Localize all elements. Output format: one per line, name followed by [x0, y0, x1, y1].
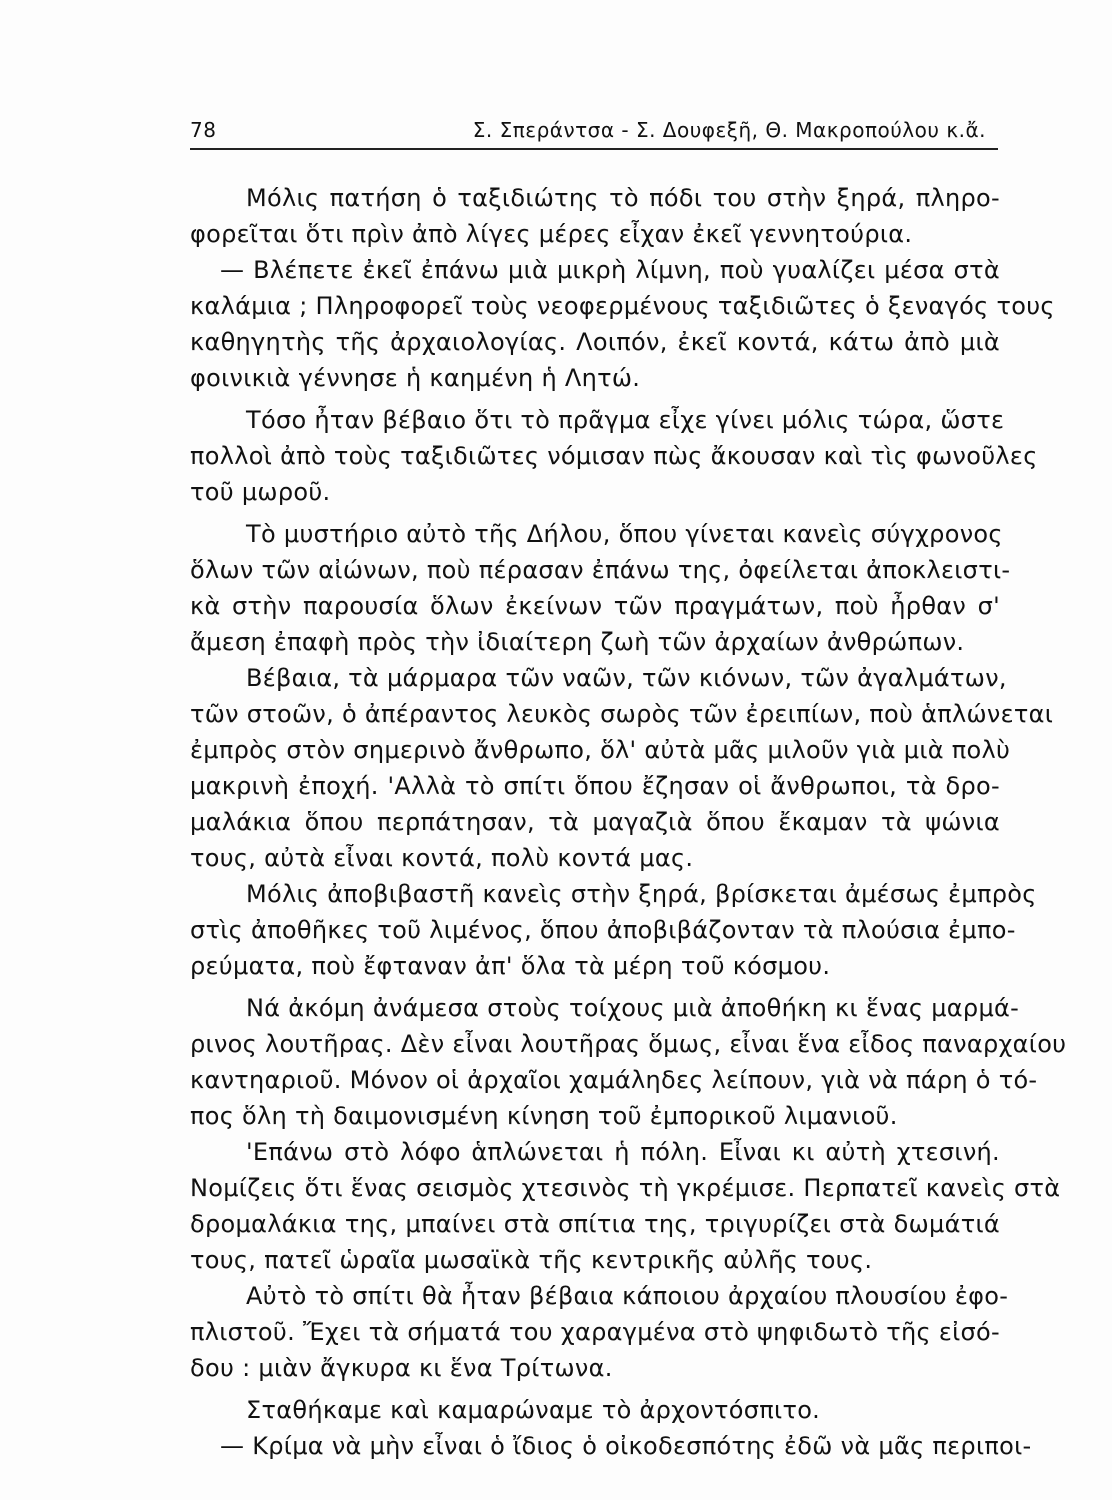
- text-line: καντηαριοῦ. Μόνον οἱ ἀρχαῖοι χαμάληδες λείπουν, γιὰ νὰ πάρη ὁ τό-: [190, 1066, 1038, 1094]
- text-line: Αὐτὸ τὸ σπίτι θὰ ἦταν βέβαια κάποιου ἀρχαίου πλουσίου ἐφο-: [246, 1282, 1009, 1310]
- text-line: τοῦ μωροῦ.: [190, 478, 331, 506]
- text-line: Νά ἀκόμη ἀνάμεσα στοὺς τοίχους μιὰ ἀποθήκη κι ἕνας μαρμά-: [246, 994, 1020, 1022]
- page-number: 78: [190, 118, 217, 142]
- text-line: Νομίζεις ὅτι ἕνας σεισμὸς χτεσινὸς τὴ γκρέμισε. Περπατεῖ κανεὶς στὰ: [190, 1174, 1061, 1202]
- text-line: στὶς ἀποθῆκες τοῦ λιμένος, ὅπου ἀποβιβάζονταν τὰ πλούσια ἐμπο-: [190, 916, 1016, 944]
- body-text: [190, 180, 1067, 1464]
- text-line: φορεῖται ὅτι πρὶν ἀπὸ λίγες μέρες εἶχαν ἐκεῖ γεννητούρια.: [190, 220, 913, 248]
- text-line: Μόλις πατήση ὁ ταξιδιώτης τὸ πόδι του στὴν ξηρά, πληρο-: [246, 184, 1000, 212]
- text-line: καλάμια ; Πληροφορεῖ τοὺς νεοφερμένους ταξιδιῶτες ὁ ξεναγός τους: [190, 292, 1055, 320]
- text-line: — Βλέπετε ἐκεῖ ἐπάνω μιὰ μικρὴ λίμνη, ποὺ γυαλίζει μέσα στὰ: [220, 256, 1000, 284]
- text-line: τους, αὐτὰ εἶναι κοντά, πολὺ κοντά μας.: [190, 844, 694, 872]
- header-rule: [190, 148, 998, 150]
- text-line: ἐμπρὸς στὸν σημερινὸ ἄνθρωπο, ὅλ' αὐτὰ μᾶς μιλοῦν γιὰ μιὰ πολὺ: [190, 736, 1011, 764]
- text-line: δου : μιὰν ἄγκυρα κι ἕνα Τρίτωνα.: [190, 1354, 613, 1382]
- text-line: πος ὅλη τὴ δαιμονισμένη κίνηση τοῦ ἐμπορικοῦ λιμανιοῦ.: [190, 1102, 898, 1130]
- text-line: — Κρίμα νὰ μὴν εἶναι ὁ ἴδιος ὁ οἰκοδεσπότης ἐδῶ νὰ μᾶς περιποι-: [220, 1432, 1032, 1460]
- page-header: [190, 118, 1000, 148]
- text-line: πολλοὶ ἀπὸ τοὺς ταξιδιῶτες νόμισαν πὼς ἄκουσαν καὶ τὶς φωνοῦλες: [190, 442, 1038, 470]
- text-line: ρεύματα, ποὺ ἔφταναν ἀπ' ὅλα τὰ μέρη τοῦ κόσμου.: [190, 952, 831, 980]
- text-line: κὰ στὴν παρουσία ὅλων ἐκείνων τῶν πραγμάτων, ποὺ ἦρθαν σ': [190, 592, 1000, 620]
- text-line: ὅλων τῶν αἰώνων, ποὺ πέρασαν ἐπάνω της, ὀφείλεται ἀποκλειστι-: [190, 556, 1011, 584]
- text-line: μακρινὴ ἐποχή. 'Αλλὰ τὸ σπίτι ὅπου ἔζησαν οἱ ἄνθρωποι, τὰ δρο-: [190, 772, 1000, 800]
- text-line: Τόσο ἦταν βέβαιο ὅτι τὸ πρᾶγμα εἶχε γίνει μόλις τώρα, ὥστε: [246, 406, 1005, 434]
- text-line: καθηγητὴς τῆς ἀρχαιολογίας. Λοιπόν, ἐκεῖ κοντά, κάτω ἀπὸ μιὰ: [190, 328, 1000, 356]
- text-line: 'Επάνω στὸ λόφο ἁπλώνεται ἡ πόλη. Εἶναι κι αὐτὴ χτεσινή.: [246, 1138, 1000, 1166]
- text-line: δρομαλάκια της, μπαίνει στὰ σπίτια της, τριγυρίζει στὰ δωμάτιά: [190, 1210, 1000, 1238]
- text-line: Βέβαια, τὰ μάρμαρα τῶν ναῶν, τῶν κιόνων, τῶν ἀγαλμάτων,: [246, 664, 1007, 692]
- text-line: Μόλις ἀποβιβαστῆ κανεὶς στὴν ξηρά, βρίσκεται ἀμέσως ἐμπρὸς: [246, 880, 1037, 908]
- text-line: Σταθήκαμε καὶ καμαρώναμε τὸ ἀρχοντόσπιτο.: [246, 1396, 821, 1424]
- text-line: μαλάκια ὅπου περπάτησαν, τὰ μαγαζιὰ ὅπου ἔκαμαν τὰ ψώνια: [190, 808, 1000, 836]
- text-line: φοινικιὰ γέννησε ἡ καημένη ἡ Λητώ.: [190, 364, 641, 392]
- text-line: τους, πατεῖ ὡραῖα μωσαϊκὰ τῆς κεντρικῆς αὐλῆς τους.: [190, 1246, 873, 1274]
- text-line: Τὸ μυστήριο αὐτὸ τῆς Δήλου, ὅπου γίνεται κανεὶς σύγχρονος: [246, 520, 1003, 548]
- text-line: πλιστοῦ. Ἔχει τὰ σήματά του χαραγμένα στὸ ψηφιδωτὸ τῆς εἰσό-: [190, 1318, 1000, 1346]
- running-head: Σ. Σπεράντσα - Σ. Δουφεξῆ, Θ. Μακροπούλου κ.ἄ.: [472, 118, 986, 142]
- text-line: τῶν στοῶν, ὁ ἀπέραντος λευκὸς σωρὸς τῶν ἐρειπίων, ποὺ ἁπλώνεται: [190, 700, 1054, 728]
- text-line: ρινος λουτῆρας. Δὲν εἶναι λουτῆρας ὅμως, εἶναι ἕνα εἶδος παναρχαίου: [190, 1030, 1067, 1058]
- text-line: ἄμεση ἐπαφὴ πρὸς τὴν ἰδιαίτερη ζωὴ τῶν ἀρχαίων ἀνθρώπων.: [190, 628, 965, 656]
